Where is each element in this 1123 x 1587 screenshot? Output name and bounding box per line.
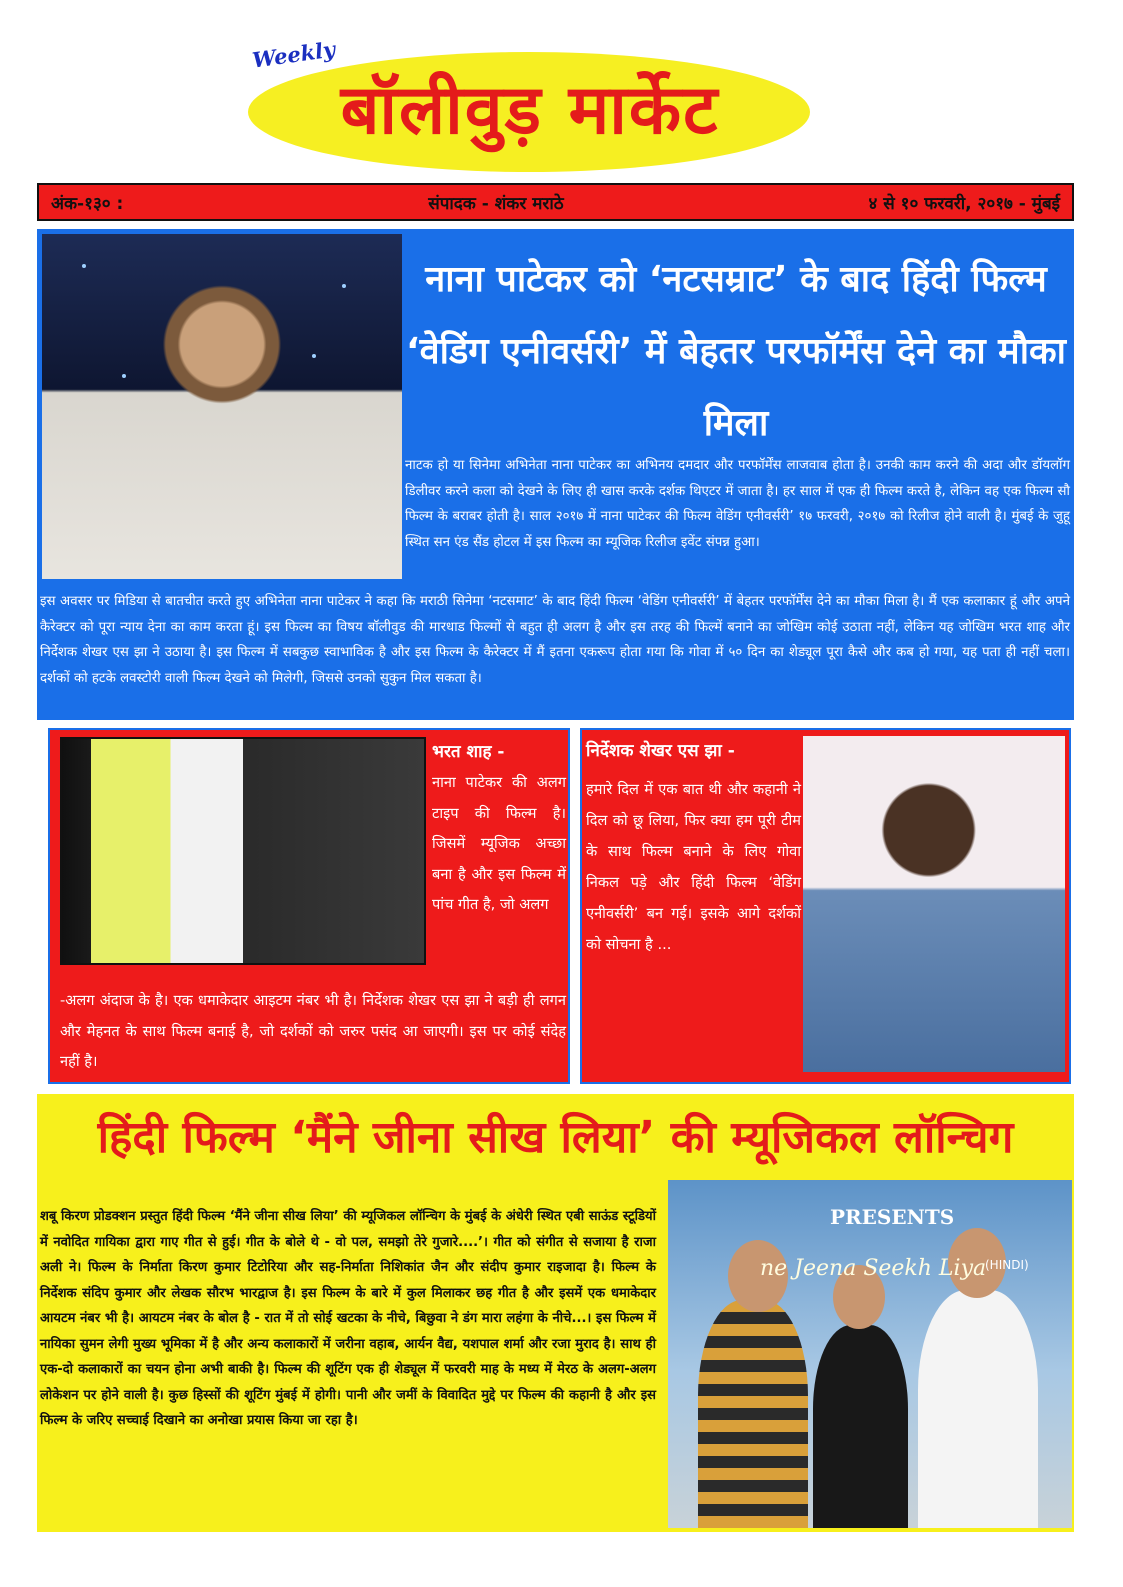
story1-headline: नाना पाटेकर को ‘नटसम्राट’ के बाद हिंदी फिल्म ‘वेडिंग एनीवर्सरी’ में बेहतर परफॉर्मेंस देने का मौका मिला <box>405 259 1067 444</box>
story2-headline: हिंदी फिल्म ‘मैंने जीना सीख लिया’ की म्यूजिकल लॉन्चिग <box>97 1112 1014 1163</box>
issue-bar <box>37 183 1074 221</box>
story1-paragraph-1: नाटक हो या सिनेमा अभिनेता नाना पाटेकर का अभिनय दमदार और परफॉर्मेंस लाजवाब होता है। उनकी काम करने की अदा और डॉयलॉग डिलीवर करने कला को देखने के लिए ही खास करके दर्शक थिएटर में जाता है। हर साल में एक ही फिल्म करते है, लेकिन वह एक फिल्म सौ फिल्म के बराबर होती है। साल २०१७ में नाना पाटेकर की फिल्म वेडिंग एनीवर्सरी’ १७ फरवरी, २०१७ को रिलीज होने वाली है। मुंबई के जुहू स्थित सन एंड सैंड होटल में इस फिल्म का म्यूजिक रिलीज इवेंट संपन्न हुआ। <box>405 458 1070 550</box>
photo4-language: (HINDI) <box>985 1258 1029 1272</box>
photo-shekhar-jha <box>803 736 1065 1072</box>
shekhar-text: हमारे दिल में एक बात थी और कहानी ने दिल को छू लिया, फिर क्या हम पूरी टीम के साथ फिल्म बनाने के लिए गोवा निकल पड़े और हिंदी फिल्म ‘वेडिंग एनीवर्सरी’ बन गई। इसके आगे दर्शकों को सोचना है ... <box>586 781 801 953</box>
photo-nana-patekar <box>42 234 402 579</box>
issue-number: अंक-१३० : <box>51 193 124 214</box>
masthead-weekly: Weekly <box>250 36 337 73</box>
bharat-heading: भरत शाह - <box>432 742 505 762</box>
shekhar-heading: निर्देशक शेखर एस झा - <box>586 741 735 761</box>
story2-body: शबू किरण प्रोडक्शन प्रस्तुत हिंदी फिल्म ‘मैंने जीना सीख लिया’ की म्यूजिकल लॉन्चिग के मुंबई के अंधेरी स्थित एबी साऊंड स्टूडियों में नवोदित गायिका द्वारा गाए गीत से हुई। गीत के बोले थे - वो पल, समझो तेरे गुजारे....’। गीत को संगीत से सजाया है राजा अली ने। फिल्म के निर्माता किरण कुमार टिटोरिया और सह-निर्माता निशिकांत जैन और संदीप कुमार राइजादा है। फिल्म के निर्देशक संदिप कुमार और लेखक सौरभ भारद्वाज है। इस फिल्म के बारे में कुल मिलाकर छह गीत है और इसमें एक धमाकेदार आयटम नंबर भी है। आयटम नंबर के बोल है - रात में तो सोई खटका के नीचे, बिछुवा ने डंग मारा लहंगा के नीचे...। इस फिल्म में नायिका सुमन लेगी मुख्य भूमिका में है और अन्य कलाकारों में जरीना वहाब, आर्यन वैद्य, यशपाल शर्मा और रजा मुराद है। साथ ही एक-दो कलाकारों का चयन होना अभी बाकी है। फिल्म की शूटिंग एक ही शेड्यूल में फरवरी माह के मध्य में मेरठ के अलग-अलग लोकेशन पर होने वाली है। कुछ हिस्सों की शूटिंग मुंबई में होगी। पानी और जमीं के विवादित मुद्दे पर फिल्म की कहानी है और इस फिल्म के जरिए सच्चाई दिखाने का अनोखा प्रयास किया जा रहा है। <box>40 1209 656 1428</box>
bharat-full-text: -अलग अंदाज के है। एक धमाकेदार आइटम नंबर भी है। निर्देशक शेखर एस झा ने बड़ी ही लगन और मेहनत के साथ फिल्म बनाई है, जो दर्शकों को जरुर पसंद आ जाएगी। इस पर कोई संदेह नहीं है। <box>60 992 566 1071</box>
issue-date: ४ से १० फरवरी, २०१७ - मुंबई <box>868 193 1060 214</box>
bharat-column-text: नाना पाटेकर की अलग टाइप की फिल्म है। जिसमें म्यूजिक अच्छा बना है और इस फिल्म में पांच गीत है, जो अलग <box>432 774 566 914</box>
photo-music-launch <box>668 1180 1072 1528</box>
story1-paragraph-2: इस अवसर पर मिडिया से बातचीत करते हुए अभिनेता नाना पाटेकर ने कहा कि मराठी सिनेमा ‘नटसमाट’ के बाद हिंदी फिल्म ‘वेडिंग एनीवर्सरी’ में बेहतर परफॉर्मेंस देने का मौका मिला है। मैं एक कलाकार हूं और अपने कैरेक्टर को पूरा न्याय देना का काम करता हूं। इस फिल्म का विषय बॉलीवुड की मारधाड फिल्मों से बहुत ही अलग है और इस तरह की फिल्में बनाने का जोखिम कोई उठाता नहीं, लेकिन यह जोखिम भरत शाह और निर्देशक शेखर एस झा ने उठाया है। इस फिल्म में सबकुछ स्वाभाविक है और इस फिल्म के कैरेक्टर में मैं इतना एकरूप होता गया कि गोवा में ५० दिन का शेड्यूल पूरा कैसे और कब हो गया, यह पता ही नहीं चला। दर्शकों को हटके लवस्टोरी वाली फिल्म देखने को मिलेगी, जिससे उनको सुकुन मिल सकता है। <box>40 594 1070 686</box>
masthead-title: बॉलीवुड़ मार्केट <box>340 71 720 150</box>
editor-credit: संपादक - शंकर मराठे <box>428 193 564 214</box>
photo4-film-title: ne Jeena Seekh Liya <box>760 1256 987 1281</box>
photo-cast-group <box>60 737 426 965</box>
photo4-presents: PRESENTS <box>830 1205 955 1229</box>
